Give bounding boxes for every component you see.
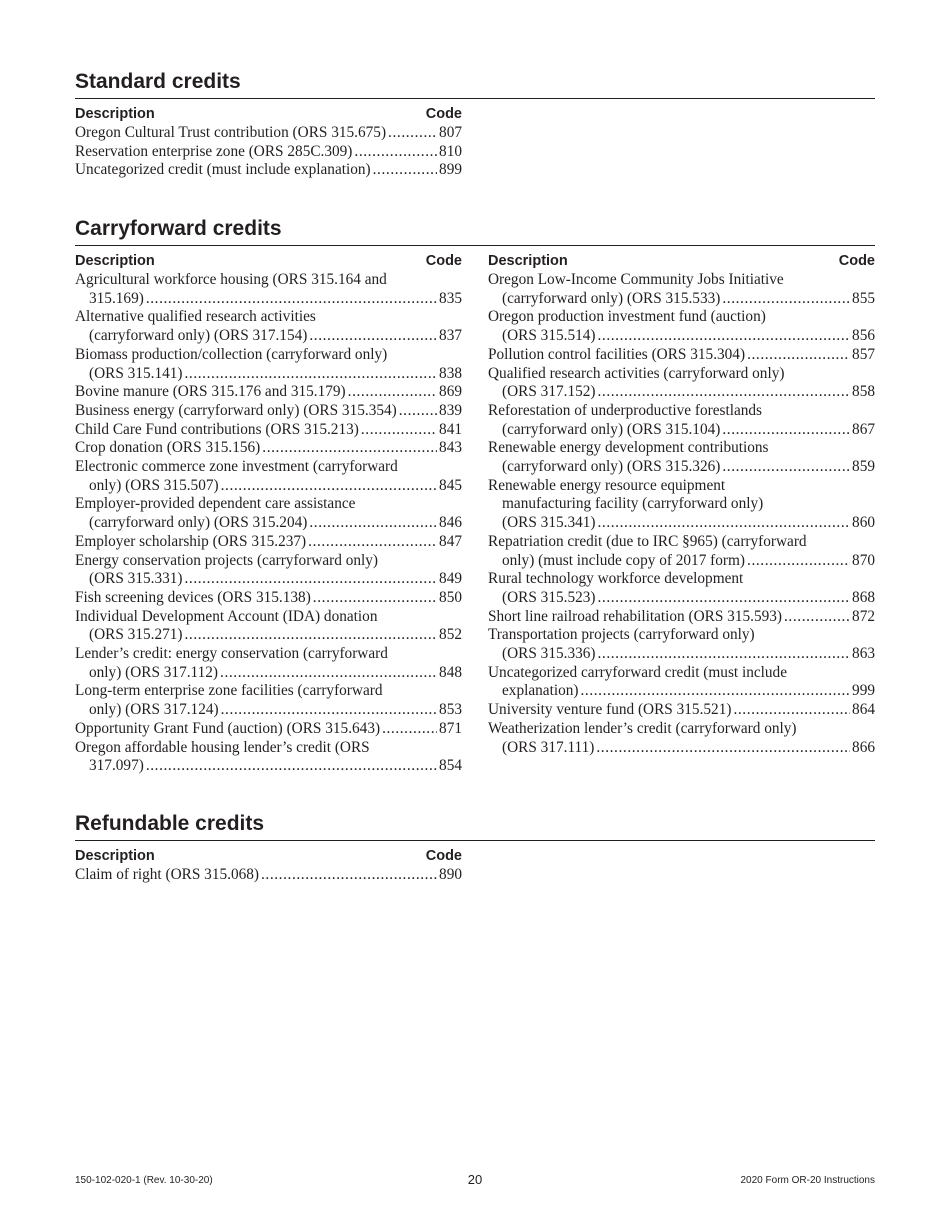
carryforward-credits-title: Carryforward credits: [75, 217, 875, 246]
carryforward-left-list: [75, 271, 462, 776]
dot-leader: [261, 866, 437, 885]
credit-code: 857: [852, 345, 875, 363]
credit-code: 858: [852, 383, 875, 401]
credit-entry: [75, 739, 462, 776]
refundable-credits-section: [75, 812, 875, 885]
credit-last-line: [488, 327, 875, 346]
credit-last-line: [488, 290, 875, 309]
dot-leader: [597, 589, 850, 608]
credit-code: 864: [852, 701, 875, 719]
credit-entry: [488, 271, 875, 308]
description-header: Description: [75, 253, 155, 269]
credit-last-line: [488, 701, 875, 720]
dot-leader: [722, 290, 850, 309]
credit-description-line: Renewable energy resource equipment: [488, 476, 726, 494]
dot-leader: [146, 757, 437, 776]
credit-last-line: [75, 533, 462, 552]
dot-leader: [597, 327, 850, 346]
form-number: 150-102-020-1 (Rev. 10-30-20): [75, 1175, 213, 1186]
dot-leader: [221, 477, 437, 496]
credit-description: (ORS 315.271): [89, 626, 183, 644]
credit-description: only) (ORS 317.112): [89, 663, 219, 681]
credit-code: 867: [852, 420, 875, 438]
dot-leader: [221, 701, 437, 720]
credit-code: 855: [852, 289, 875, 307]
credit-code: 854: [439, 757, 462, 775]
standard-credits-column: [75, 105, 462, 180]
credit-entry: [75, 495, 462, 532]
carryforward-right-list: [488, 271, 875, 757]
credit-entry: [75, 589, 462, 608]
code-header: Code: [425, 106, 462, 122]
credit-code: 859: [852, 458, 875, 476]
dot-leader: [146, 290, 437, 309]
refundable-credits-list: [75, 866, 462, 885]
credit-entry: [488, 701, 875, 720]
credit-last-line: [75, 402, 462, 421]
credit-entry: [75, 608, 462, 645]
credit-code: 849: [439, 570, 462, 588]
dot-leader: [373, 161, 437, 180]
dot-leader: [354, 143, 437, 162]
credit-entry: [75, 552, 462, 589]
standard-credits-title: Standard credits: [75, 70, 875, 99]
credit-description: Reservation enterprise zone (ORS 285C.309): [75, 142, 353, 160]
credit-code: 835: [439, 289, 462, 307]
credit-last-line: [75, 477, 462, 496]
credit-last-line: [75, 383, 462, 402]
dot-leader: [262, 439, 437, 458]
credit-code: 810: [439, 142, 462, 160]
credit-description-line: Oregon production investment fund (auction): [488, 308, 766, 326]
credit-description: University venture fund (ORS 315.521): [488, 701, 732, 719]
credit-last-line: [75, 365, 462, 384]
credit-last-line: [75, 720, 462, 739]
credit-entry: [75, 271, 462, 308]
credit-description-line: Oregon affordable housing lender’s credit (ORS: [75, 738, 370, 756]
dot-leader: [747, 552, 850, 571]
dot-leader: [184, 365, 437, 384]
credit-description: Crop donation (ORS 315.156): [75, 439, 261, 457]
dot-leader: [597, 645, 850, 664]
credit-last-line: [75, 439, 462, 458]
credit-description: (ORS 315.514): [502, 327, 596, 345]
credit-description: (ORS 317.152): [502, 383, 596, 401]
credit-entry: [488, 477, 875, 533]
credit-description: Pollution control facilities (ORS 315.304): [488, 345, 746, 363]
credit-code: 866: [852, 738, 875, 756]
description-header: Description: [75, 848, 155, 864]
credit-last-line: [488, 458, 875, 477]
credit-description-line: Employer-provided dependent care assistance: [75, 495, 356, 513]
dot-leader: [361, 421, 437, 440]
credit-entry: [488, 308, 875, 345]
credit-entry: [75, 720, 462, 739]
credit-code: 852: [439, 626, 462, 644]
credit-code: 847: [439, 532, 462, 550]
credit-code: 841: [439, 420, 462, 438]
dot-leader: [184, 626, 437, 645]
credit-entry: [75, 866, 462, 885]
credit-description: (ORS 315.141): [89, 364, 183, 382]
code-header: Code: [425, 848, 462, 864]
credit-description: 317.097): [89, 757, 144, 775]
credit-last-line: [488, 682, 875, 701]
dot-leader: [348, 383, 437, 402]
dot-leader: [220, 664, 437, 683]
dot-leader: [309, 327, 437, 346]
credit-code: 999: [852, 682, 875, 700]
dot-leader: [722, 421, 850, 440]
carryforward-left-column: [75, 252, 462, 776]
credit-last-line: [75, 421, 462, 440]
dot-leader: [596, 739, 850, 758]
credit-last-line: [75, 161, 462, 180]
code-header: Code: [425, 253, 462, 269]
dot-leader: [313, 589, 437, 608]
credit-description: (carryforward only) (ORS 315.104): [502, 420, 721, 438]
credit-code: 838: [439, 364, 462, 382]
credit-entry: [488, 365, 875, 402]
credit-description-line: Weatherization lender’s credit (carryforward only): [488, 719, 797, 737]
dot-leader: [747, 346, 850, 365]
credit-entry: [75, 124, 462, 143]
credit-last-line: [75, 757, 462, 776]
dot-leader: [597, 383, 850, 402]
credit-code: 869: [439, 383, 462, 401]
form-name: 2020 Form OR-20 Instructions: [740, 1175, 875, 1186]
credit-description: Opportunity Grant Fund (auction) (ORS 315.643): [75, 719, 381, 737]
credit-entry: [488, 608, 875, 627]
credit-last-line: [75, 143, 462, 162]
credit-last-line: [75, 664, 462, 683]
credit-description-line: Oregon Low-Income Community Jobs Initiative: [488, 271, 784, 288]
credit-description-line: Alternative qualified research activities: [75, 308, 316, 326]
credit-description: Bovine manure (ORS 315.176 and 315.179): [75, 383, 346, 401]
column-header: [75, 847, 462, 866]
credit-description-line: Rural technology workforce development: [488, 570, 744, 588]
credit-entry: [75, 308, 462, 345]
credit-description: (carryforward only) (ORS 315.533): [502, 289, 721, 307]
credit-code: 845: [439, 476, 462, 494]
credit-code: 872: [852, 607, 875, 625]
dot-leader: [784, 608, 850, 627]
credit-last-line: [488, 739, 875, 758]
credit-description: Child Care Fund contributions (ORS 315.213): [75, 420, 359, 438]
credit-code: 843: [439, 439, 462, 457]
standard-credits-list: [75, 124, 462, 180]
standard-credits-section: [75, 70, 875, 180]
credit-last-line: [75, 570, 462, 589]
credit-last-line: [75, 290, 462, 309]
credit-entry: [75, 383, 462, 402]
credit-description: only) (ORS 315.507): [89, 476, 219, 494]
credit-description: (ORS 315.331): [89, 570, 183, 588]
credit-entry: [488, 626, 875, 663]
credit-description-line: Reforestation of underproductive forestlands: [488, 401, 762, 419]
credit-description: Claim of right (ORS 315.068): [75, 866, 259, 883]
credit-last-line: [75, 327, 462, 346]
credit-entry: [488, 570, 875, 607]
credit-entry: [75, 402, 462, 421]
credit-code: 856: [852, 327, 875, 345]
credit-code: 839: [439, 401, 462, 419]
credit-code: 850: [439, 588, 462, 606]
credit-entry: [75, 161, 462, 180]
credit-last-line: [488, 421, 875, 440]
dot-leader: [399, 402, 437, 421]
credit-entry: [75, 645, 462, 682]
credit-entry: [488, 533, 875, 570]
code-header: Code: [838, 253, 875, 269]
credit-entry: [75, 346, 462, 383]
column-header: [75, 105, 462, 124]
credit-description: (ORS 315.523): [502, 588, 596, 606]
dot-leader: [309, 514, 437, 533]
credit-last-line: [488, 645, 875, 664]
credit-description: 315.169): [89, 289, 144, 307]
description-header: Description: [75, 106, 155, 122]
dot-leader: [597, 514, 850, 533]
credit-code: 807: [439, 124, 462, 141]
credit-last-line: [488, 346, 875, 365]
credit-last-line: [488, 514, 875, 533]
credit-last-line: [488, 383, 875, 402]
credit-code: 846: [439, 514, 462, 532]
credit-description-line: Uncategorized carryforward credit (must include: [488, 663, 787, 681]
credit-entry: [488, 664, 875, 701]
credit-last-line: [75, 124, 462, 143]
credit-last-line: [75, 514, 462, 533]
credit-entry: [75, 439, 462, 458]
page-footer: [75, 1172, 875, 1190]
credit-description: (carryforward only) (ORS 317.154): [89, 327, 308, 345]
credit-description-line: Lender’s credit: energy conservation (carryforward: [75, 645, 388, 663]
credit-code: 860: [852, 514, 875, 532]
credit-last-line: [75, 589, 462, 608]
credit-description: Business energy (carryforward only) (ORS 315.354): [75, 401, 397, 419]
credit-description-line: Renewable energy development contributions: [488, 439, 769, 457]
credit-entry: [488, 402, 875, 439]
dot-leader: [308, 533, 437, 552]
refundable-credits-title: Refundable credits: [75, 812, 875, 841]
credit-code: 853: [439, 701, 462, 719]
description-header: Description: [488, 253, 568, 269]
credit-description: (carryforward only) (ORS 315.204): [89, 514, 308, 532]
credit-description-line: manufacturing facility (carryforward only): [502, 495, 764, 513]
column-header: [488, 252, 875, 271]
credit-code: 863: [852, 645, 875, 663]
credit-code: 899: [439, 161, 462, 179]
dot-leader: [722, 458, 850, 477]
credit-entry: [75, 458, 462, 495]
credit-code: 837: [439, 327, 462, 345]
page-number: 20: [467, 1172, 483, 1187]
refundable-credits-column: [75, 847, 462, 885]
credit-description-line: Agricultural workforce housing (ORS 315.164 and: [75, 271, 387, 288]
credit-code: 871: [439, 719, 462, 737]
credit-description: Short line railroad rehabilitation (ORS 315.593): [488, 607, 782, 625]
credit-description-line: Repatriation credit (due to IRC §965) (carryforward: [488, 532, 807, 550]
credit-description: (ORS 315.341): [502, 514, 596, 532]
credit-description: (ORS 315.336): [502, 645, 596, 663]
credit-last-line: [75, 866, 462, 885]
carryforward-right-column: [488, 252, 875, 776]
credit-entry: [75, 421, 462, 440]
credit-description: (ORS 317.111): [502, 738, 595, 756]
credit-description: only) (ORS 317.124): [89, 701, 219, 719]
credit-code: 890: [439, 866, 462, 883]
column-header: [75, 252, 462, 271]
credit-description-line: Transportation projects (carryforward only): [488, 626, 755, 644]
credit-entry: [488, 439, 875, 476]
dot-leader: [733, 701, 850, 720]
credit-code: 870: [852, 551, 875, 569]
credit-code: 848: [439, 663, 462, 681]
credit-entry: [75, 143, 462, 162]
credit-last-line: [488, 608, 875, 627]
credit-last-line: [488, 589, 875, 608]
credit-description: Fish screening devices (ORS 315.138): [75, 588, 311, 606]
credit-last-line: [488, 552, 875, 571]
credit-description-line: Electronic commerce zone investment (carryforward: [75, 458, 398, 476]
dot-leader: [382, 720, 437, 739]
credit-entry: [488, 346, 875, 365]
credit-description: Oregon Cultural Trust contribution (ORS 315.675): [75, 124, 387, 141]
credit-entry: [488, 720, 875, 757]
dot-leader: [184, 570, 437, 589]
credit-entry: [75, 533, 462, 552]
credit-description-line: Individual Development Account (IDA) donation: [75, 607, 378, 625]
credit-code: 868: [852, 588, 875, 606]
credit-description: only) (must include copy of 2017 form): [502, 551, 746, 569]
credit-description: Employer scholarship (ORS 315.237): [75, 532, 307, 550]
credit-description-line: Long-term enterprise zone facilities (carryforward: [75, 682, 383, 700]
credit-description-line: Biomass production/collection (carryforward only): [75, 345, 388, 363]
credit-description: explanation): [502, 682, 579, 700]
credit-description: Uncategorized credit (must include explanation): [75, 161, 371, 179]
credit-description: (carryforward only) (ORS 315.326): [502, 458, 721, 476]
dot-leader: [388, 124, 437, 143]
credit-last-line: [75, 701, 462, 720]
credit-description-line: Energy conservation projects (carryforward only): [75, 551, 378, 569]
credit-entry: [75, 682, 462, 719]
credit-last-line: [75, 626, 462, 645]
dot-leader: [580, 682, 850, 701]
carryforward-credits-section: [75, 217, 875, 776]
credit-description-line: Qualified research activities (carryforward only): [488, 364, 785, 382]
